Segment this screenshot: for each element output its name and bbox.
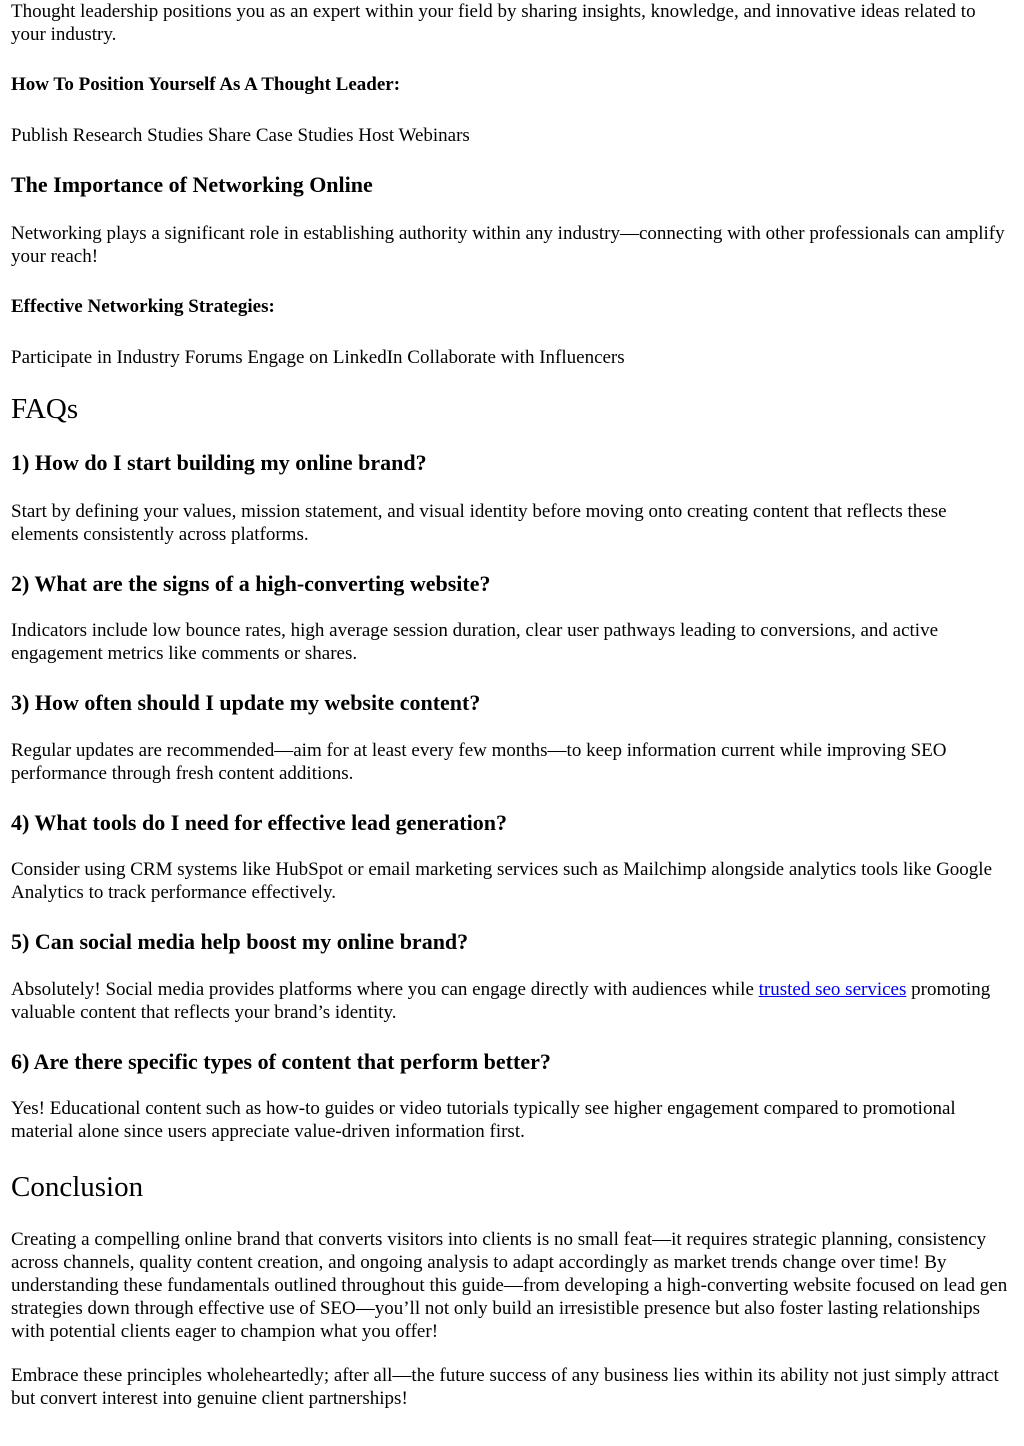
faq-answer-2: Indicators include low bounce rates, high average session duration, clear user pathways leading to conversions, and active engagement metrics like comments or shares.: [11, 620, 939, 664]
conclusion-heading: Conclusion: [11, 1171, 144, 1203]
faq-answer-5: [11, 978, 1013, 1024]
faq-answer-5-text-end: promoting valuable content that reflects your brand’s identity.: [11, 979, 991, 1023]
intro-paragraph: Thought leadership positions you as an expert within your field by sharing insights, knowledge, and innovative ideas related to your industry.: [11, 1, 976, 45]
faqs-heading: FAQs: [11, 393, 79, 425]
networking-heading: The Importance of Networking Online: [11, 172, 373, 197]
faq-answer-6: Yes! Educational content such as how-to guides or video tutorials typically see higher engagement compared to promotional material alone since users appreciate value-driven information first.: [11, 1098, 956, 1142]
faq-answer-1: Start by defining your values, mission statement, and visual identity before moving onto creating content that reflects these elements consistently across platforms.: [11, 501, 947, 545]
networking-paragraph: Networking plays a significant role in establishing authority within any industry—connecting with other professionals can amplify your reach!: [11, 223, 1005, 267]
faq-answer-4: Consider using CRM systems like HubSpot or email marketing services such as Mailchimp alongside analytics tools like Google Analytics to track performance effectively.: [11, 859, 993, 903]
faq-question-2: 2) What are the signs of a high-converting website?: [11, 571, 491, 596]
faq-question-1: 1) How do I start building my online brand?: [11, 450, 427, 475]
faq-question-5: 5) Can social media help boost my online brand?: [11, 929, 469, 954]
conclusion-paragraph-1: Creating a compelling online brand that converts visitors into clients is no small feat—it requires strategic planning, consistency across channels, quality content creation, and ongoing analysis to adapt accordingly as market trends change over time! By understanding these fundamentals outlined throughout this guide—from developing a high-converting website focused on lead gen strategies down through effective use of SEO—you’ll not only build an irresistible presence but also foster lasting relationships with potential clients eager to champion what you offer!: [11, 1229, 1008, 1342]
faq-answer-3: Regular updates are recommended—aim for at least every few months—to keep information current while improving SEO performance through fresh content additions.: [11, 740, 947, 784]
faq-question-4: 4) What tools do I need for effective lead generation?: [11, 810, 507, 835]
trusted-seo-services-link[interactable]: trusted seo services: [758, 979, 907, 1000]
faq-question-3: 3) How often should I update my website content?: [11, 690, 481, 715]
faq-question-6: 6) Are there specific types of content that perform better?: [11, 1049, 551, 1074]
networking-strategies-items: Participate in Industry Forums Engage on LinkedIn Collaborate with Influencers: [11, 347, 625, 368]
thought-leader-items: Publish Research Studies Share Case Studies Host Webinars: [11, 125, 470, 146]
faq-answer-5-text-start: Absolutely! Social media provides platforms where you can engage directly with audiences while: [11, 979, 759, 1000]
networking-strategies-heading: Effective Networking Strategies:: [11, 296, 275, 317]
conclusion-paragraph-2: Embrace these principles wholeheartedly; after all—the future success of any business lies within its ability not just simply attract but convert interest into genuine client partnerships!: [11, 1365, 999, 1409]
thought-leader-heading: How To Position Yourself As A Thought Leader:: [11, 74, 401, 95]
